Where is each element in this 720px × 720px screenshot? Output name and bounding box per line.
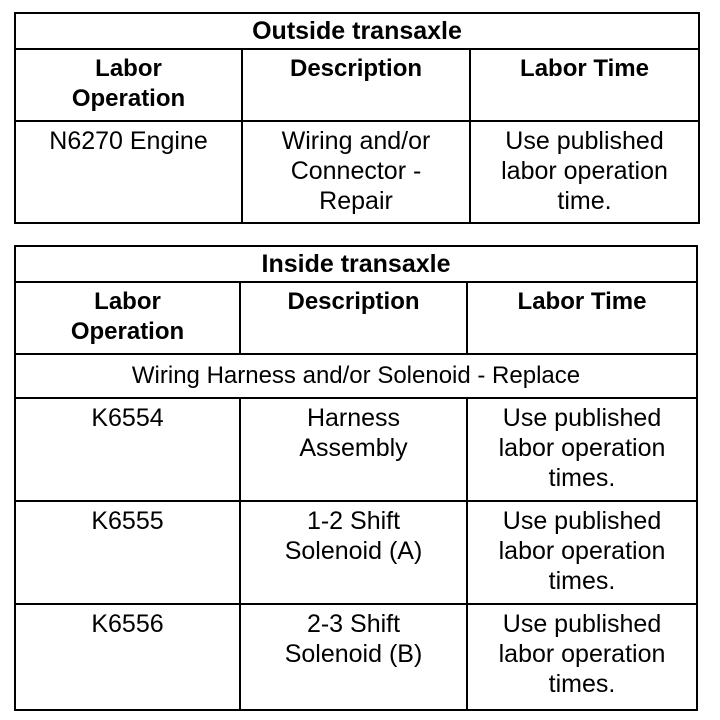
- table-row: [15, 604, 697, 710]
- labor-operation-header: Labor Operation: [15, 49, 242, 121]
- inside-transaxle-table: [14, 245, 698, 711]
- table-row: [15, 398, 697, 501]
- description-header: Description: [242, 49, 470, 121]
- inside-transaxle-title: Inside transaxle: [15, 246, 697, 282]
- description-header: Description: [240, 282, 467, 354]
- outside-transaxle-table: [14, 12, 700, 224]
- labor-time-cell: Use published labor operation times.: [467, 604, 697, 710]
- operation-cell: N6270 Engine: [15, 121, 242, 223]
- labor-operation-header: Labor Operation: [15, 282, 240, 354]
- operation-cell: K6556: [15, 604, 240, 710]
- outside-transaxle-title: Outside transaxle: [15, 13, 699, 49]
- labor-time-cell: Use published labor operation time.: [470, 121, 699, 223]
- labor-time-cell: Use published labor operation times.: [467, 501, 697, 604]
- description-cell: Wiring and/or Connector - Repair: [242, 121, 470, 223]
- description-cell: 1-2 Shift Solenoid (A): [240, 501, 467, 604]
- operation-cell: K6555: [15, 501, 240, 604]
- description-cell: 2-3 Shift Solenoid (B): [240, 604, 467, 710]
- operation-cell: K6554: [15, 398, 240, 501]
- table-row: [15, 121, 699, 223]
- labor-time-header: Labor Time: [467, 282, 697, 354]
- table-row: [15, 501, 697, 604]
- labor-time-cell: Use published labor operation times.: [467, 398, 697, 501]
- description-cell: Harness Assembly: [240, 398, 467, 501]
- group-label: Wiring Harness and/or Solenoid - Replace: [15, 354, 697, 398]
- labor-time-header: Labor Time: [470, 49, 699, 121]
